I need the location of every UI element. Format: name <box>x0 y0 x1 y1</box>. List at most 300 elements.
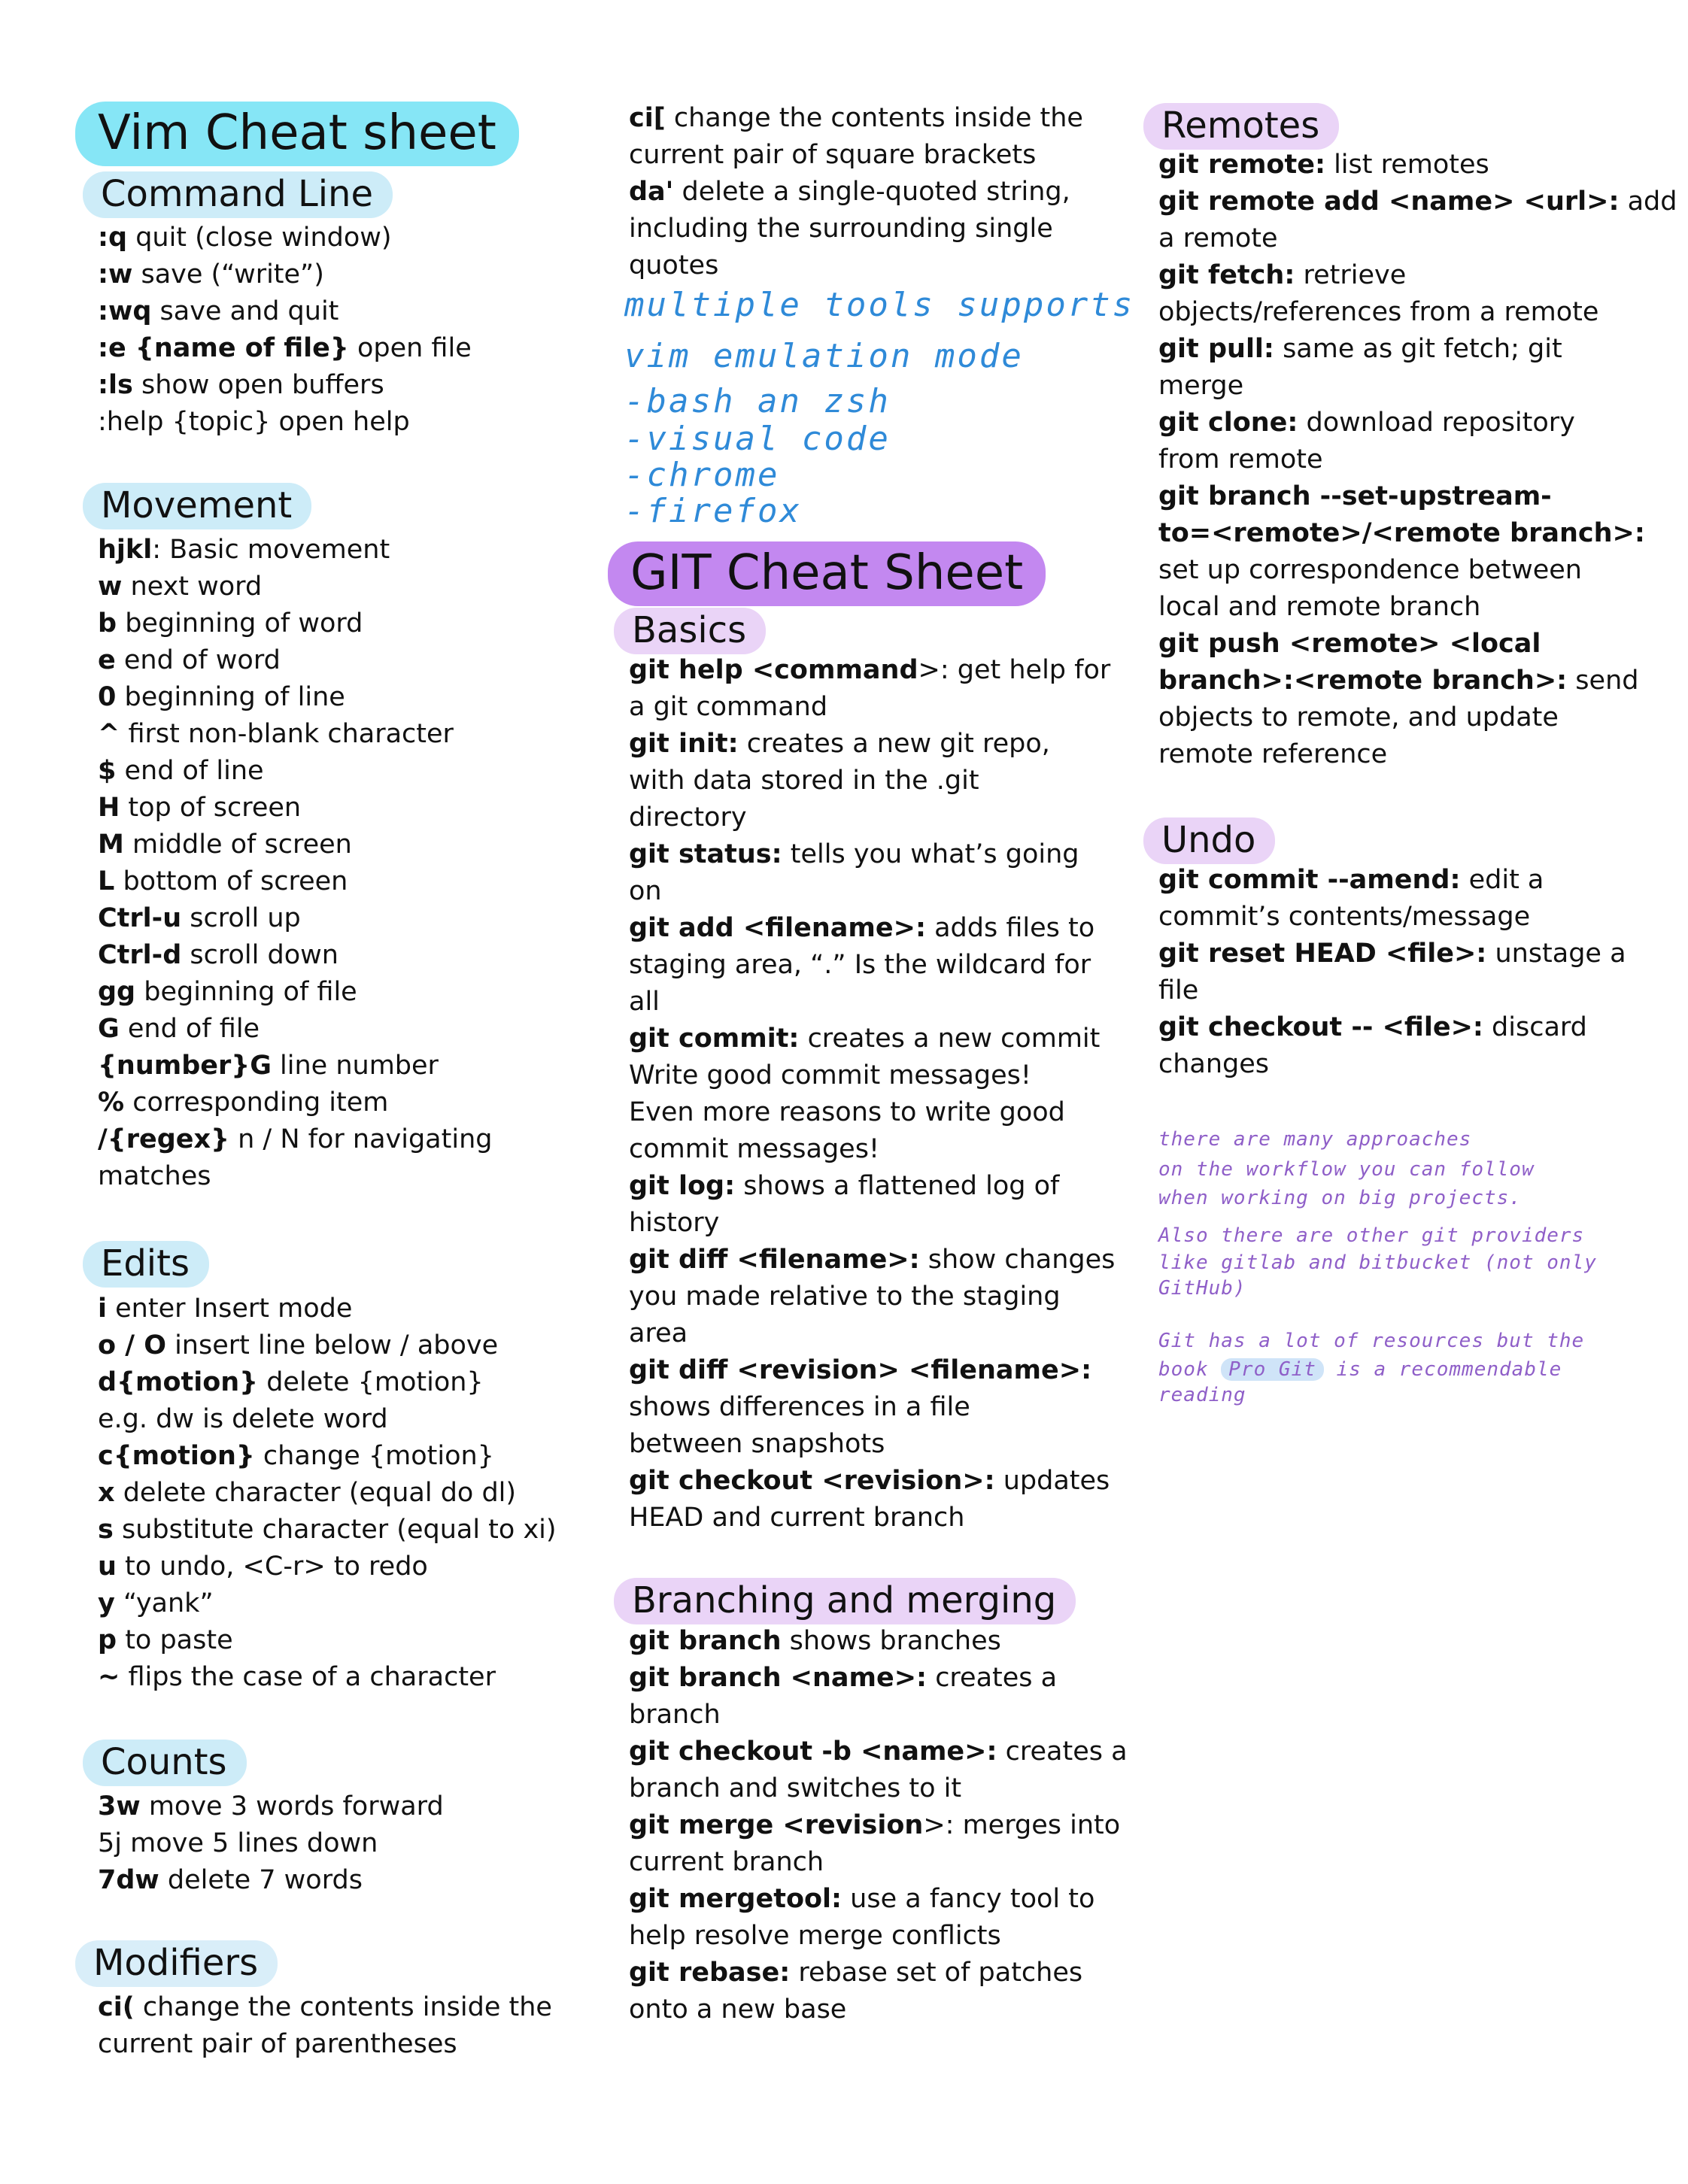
entry-key: git mergetool: <box>629 1884 842 1914</box>
entry-key: 7dw <box>98 1865 159 1895</box>
entry-description: all <box>629 987 660 1017</box>
entry-description: to undo, <C-r> to redo <box>116 1552 428 1582</box>
entry-line <box>629 1918 1128 1955</box>
undo-list <box>1158 862 1626 1083</box>
entry-key: git reset HEAD <file>: <box>1158 939 1487 969</box>
entry-description: including the surrounding single <box>629 214 1053 244</box>
entry-key: /{regex} <box>98 1124 229 1154</box>
entry-key: H <box>98 793 120 823</box>
entry-line <box>1158 736 1677 773</box>
entry-key: git commit: <box>629 1024 800 1054</box>
entry-key: git branch <name>: <box>629 1663 927 1693</box>
entry-description: corresponding item <box>124 1087 389 1118</box>
entry-line <box>98 1989 552 2026</box>
entry-line <box>629 984 1115 1021</box>
entry-line <box>98 863 492 900</box>
entry-key: x <box>98 1478 115 1508</box>
entry-description: >: merges into <box>923 1810 1121 1840</box>
entry-line <box>1158 699 1677 736</box>
entry-description: to paste <box>117 1625 233 1655</box>
entry-description: HEAD and current branch <box>629 1503 965 1533</box>
entry-key: Ctrl-u <box>98 903 182 933</box>
entry-line <box>98 404 472 441</box>
entry-line <box>629 1352 1115 1389</box>
entry-description: commit’s contents/message <box>1158 902 1531 932</box>
entry-description: insert line below / above <box>165 1330 499 1360</box>
entry-line <box>629 211 1083 247</box>
entry-line <box>1158 552 1677 589</box>
entry-line <box>1158 899 1626 936</box>
entry-description: a remote <box>1158 223 1278 253</box>
entry-description: next word <box>122 572 263 602</box>
entry-key: :wq <box>98 296 152 326</box>
resources-note-line-1: Git has a lot of resources but the <box>1158 1330 1585 1352</box>
entry-key: git checkout -b <name>: <box>629 1737 997 1767</box>
entry-description: with data stored in the .git <box>629 766 979 796</box>
entry-line <box>1158 184 1677 220</box>
entry-description: end of line <box>116 756 264 786</box>
entry-description: Write good commit messages! <box>629 1060 1031 1090</box>
remotes-list <box>1158 147 1677 773</box>
entry-description: shows differences in a file <box>629 1392 970 1422</box>
entry-line <box>98 1788 444 1825</box>
entry-description: quit (close window) <box>127 223 392 253</box>
entry-line <box>98 1291 557 1327</box>
entry-line <box>1158 331 1677 368</box>
handwritten-note-line-3: -bash an zsh <box>624 382 891 420</box>
command-line-list <box>98 220 472 441</box>
entry-description: same as git fetch; git <box>1274 334 1562 364</box>
entry-key: 3w <box>98 1791 141 1822</box>
handwritten-note-line-4: -visual code <box>624 420 891 458</box>
entry-line <box>1158 147 1677 184</box>
entry-key: git init: <box>629 729 739 759</box>
entry-description: send <box>1567 666 1639 696</box>
entry-description: “yank” <box>114 1588 214 1618</box>
entry-description: delete 7 words <box>159 1865 363 1895</box>
entry-line <box>629 1844 1128 1881</box>
entry-line <box>98 900 492 937</box>
entry-key: git clone: <box>1158 408 1298 438</box>
entry-description: a git command <box>629 692 828 722</box>
entry-description: delete a single-quoted string, <box>673 177 1070 207</box>
entry-description: adds files to <box>925 913 1095 943</box>
entry-line <box>629 873 1115 910</box>
entry-description: change the contents inside the <box>134 1992 552 2022</box>
entry-key: :q <box>98 223 128 253</box>
entry-key: git push <remote> <local <box>1158 629 1541 659</box>
entry-description: tells you what’s going <box>782 839 1079 869</box>
entry-description: objects to remote, and update <box>1158 702 1559 733</box>
entry-line <box>98 1084 492 1121</box>
entry-description: merge <box>1158 371 1244 401</box>
entry-key: gg <box>98 977 136 1007</box>
entry-description: retrieve <box>1295 260 1407 290</box>
entry-description: directory <box>629 802 747 833</box>
entry-key: git diff <revision> <filename>: <box>629 1355 1092 1385</box>
entry-line <box>98 256 472 293</box>
entry-key: y <box>98 1588 115 1618</box>
entry-key: ~ <box>98 1662 120 1692</box>
entry-line <box>98 330 472 367</box>
entry-description: change {motion} <box>254 1441 494 1471</box>
entry-description: updates <box>994 1466 1110 1496</box>
resources-note-line-3: reading <box>1158 1384 1246 1406</box>
entry-line <box>98 293 472 330</box>
providers-note-line-2: like gitlab and bitbucket (not only <box>1158 1251 1597 1274</box>
entry-key: git remote add <name> <url>: <box>1158 187 1620 217</box>
entry-key: :e {name of file} <box>98 333 349 363</box>
handwritten-note-line-5: -chrome <box>624 456 780 494</box>
entry-line <box>629 726 1115 763</box>
entry-line <box>98 1011 492 1048</box>
vim-title: Vim Cheat sheet <box>75 102 519 166</box>
entry-description: : Basic movement <box>152 535 390 565</box>
entry-key: u <box>98 1552 117 1582</box>
entry-key: hjkl <box>98 535 153 565</box>
entry-key: 0 <box>98 682 117 712</box>
entry-line <box>629 1315 1115 1352</box>
entry-line <box>1158 441 1677 478</box>
branching-heading: Branching and merging <box>614 1578 1076 1624</box>
entry-description: save and quit <box>151 296 339 326</box>
entry-line <box>629 1131 1115 1168</box>
entry-line <box>629 1660 1128 1697</box>
entry-line <box>629 1242 1115 1279</box>
entry-key: s <box>98 1515 114 1545</box>
entry-line <box>98 827 492 863</box>
handwritten-note-line-1: multiple tools supports <box>624 286 1135 324</box>
entry-key: b <box>98 608 117 639</box>
entry-key: d{motion} <box>98 1367 259 1397</box>
branching-list <box>629 1623 1128 2028</box>
entry-description: open file <box>348 333 472 363</box>
entry-key: git fetch: <box>1158 260 1295 290</box>
entry-description: scroll down <box>181 940 339 970</box>
entry-line <box>98 1158 492 1195</box>
entry-line <box>629 910 1115 947</box>
entry-line <box>98 1585 557 1622</box>
entry-description: beginning of line <box>116 682 345 712</box>
entry-line <box>629 1426 1115 1463</box>
entry-line <box>98 367 472 404</box>
entry-description: bottom of screen <box>114 866 348 896</box>
entry-description: local and remote branch <box>1158 592 1481 622</box>
entry-key: ^ <box>98 719 120 749</box>
resources-note-pre: book <box>1158 1358 1222 1381</box>
entry-description: branch and switches to it <box>629 1773 962 1803</box>
entry-line <box>1158 972 1626 1009</box>
basics-list <box>629 652 1115 1536</box>
entry-line <box>1158 220 1677 257</box>
counts-heading: Counts <box>83 1740 247 1786</box>
entry-description: staging area, “.” Is the wildcard for <box>629 950 1091 980</box>
entry-line <box>98 1659 557 1696</box>
entry-line <box>629 1463 1115 1500</box>
entry-key: $ <box>98 756 117 786</box>
entry-line <box>629 1623 1128 1660</box>
entry-description: list remotes <box>1325 150 1489 180</box>
entry-description: creates a <box>997 1737 1128 1767</box>
entry-key: w <box>98 572 123 602</box>
entry-line <box>1158 589 1677 626</box>
entry-description: shows a flattened log of <box>735 1171 1060 1201</box>
movement-heading: Movement <box>83 483 311 529</box>
entry-key: git status: <box>629 839 782 869</box>
entry-line <box>98 569 492 605</box>
entry-line <box>629 947 1115 984</box>
entry-description: top of screen <box>120 793 302 823</box>
entry-description: :help {topic} open help <box>98 407 410 437</box>
entry-description: history <box>629 1208 720 1238</box>
edits-heading: Edits <box>83 1241 209 1288</box>
entry-description: end of word <box>115 645 281 675</box>
entry-description: area <box>629 1318 688 1348</box>
entry-description: edit a <box>1460 865 1544 895</box>
entry-description: between snapshots <box>629 1429 885 1459</box>
entry-line <box>629 799 1115 836</box>
entry-line <box>98 1475 557 1512</box>
entry-line <box>629 247 1083 284</box>
entry-description: scroll up <box>181 903 301 933</box>
entry-description: shows branches <box>781 1626 1001 1656</box>
entry-description: middle of screen <box>123 830 352 860</box>
resources-note-post: is a recommendable <box>1323 1358 1562 1381</box>
entry-line <box>98 1862 444 1899</box>
entry-key: Ctrl-d <box>98 940 182 970</box>
workflow-note-line-2: on the workflow you can follow <box>1158 1158 1535 1181</box>
entry-line <box>629 174 1083 211</box>
workflow-note-line-3: when working on big projects. <box>1158 1187 1522 1209</box>
entry-key: e <box>98 645 116 675</box>
entry-description: current pair of square brackets <box>629 140 1037 170</box>
providers-note-line-1: Also there are other git providers <box>1158 1224 1585 1247</box>
entry-line <box>629 1205 1115 1242</box>
command-line-heading: Command Line <box>83 171 393 218</box>
entry-description: Even more reasons to write good <box>629 1097 1065 1127</box>
entry-line <box>629 763 1115 799</box>
entry-description: changes <box>1158 1049 1270 1079</box>
counts-list <box>98 1788 444 1899</box>
entry-description: e.g. dw is delete word <box>98 1404 388 1434</box>
entry-description: end of file <box>119 1014 260 1044</box>
entry-line <box>1158 257 1677 294</box>
entry-line <box>629 1057 1115 1094</box>
entry-line <box>629 1389 1115 1426</box>
entry-line <box>98 1121 492 1158</box>
entry-description: use a fancy tool to <box>842 1884 1095 1914</box>
entry-line <box>98 642 492 679</box>
entry-key: git remote: <box>1158 150 1325 180</box>
workflow-note-line-1: there are many approaches <box>1158 1128 1472 1151</box>
entry-line <box>98 1401 557 1438</box>
entry-description: delete character (equal do dl) <box>114 1478 517 1508</box>
entry-description: flips the case of a character <box>120 1662 496 1692</box>
entry-line <box>98 1327 557 1364</box>
entry-line <box>629 1094 1115 1131</box>
entry-line <box>1158 626 1677 663</box>
modifiers-heading: Modifiers <box>75 1940 278 1987</box>
entry-line <box>98 220 472 256</box>
entry-description: from remote <box>1158 444 1323 475</box>
entry-line <box>629 1734 1128 1770</box>
entry-description: objects/references from a remote <box>1158 297 1599 327</box>
entry-line <box>1158 478 1677 515</box>
entry-key: to=<remote>/<remote branch>: <box>1158 518 1645 548</box>
entry-description: add <box>1619 187 1677 217</box>
entry-line <box>629 1279 1115 1315</box>
entry-key: :w <box>98 259 133 290</box>
entry-line <box>629 1807 1128 1844</box>
entry-line <box>98 790 492 827</box>
entry-key: G <box>98 1014 120 1044</box>
git-title: GIT Cheat Sheet <box>608 541 1046 606</box>
entry-line <box>1158 1046 1626 1083</box>
entry-line <box>629 1021 1115 1057</box>
entry-line <box>98 1438 557 1475</box>
entry-description: commit messages! <box>629 1134 879 1164</box>
pro-git-highlight: Pro Git <box>1221 1358 1324 1381</box>
entry-line <box>98 974 492 1011</box>
entry-description: onto a new base <box>629 1994 847 2025</box>
handwritten-note-line-6: -firefox <box>624 492 802 530</box>
entry-description: unstage a <box>1486 939 1626 969</box>
movement-list <box>98 532 492 1195</box>
entry-description: show changes <box>919 1245 1116 1275</box>
handwritten-note-line-2: vim emulation mode <box>624 337 1024 375</box>
basics-heading: Basics <box>614 608 766 654</box>
entry-description: set up correspondence between <box>1158 555 1582 585</box>
entry-key: da' <box>629 177 674 207</box>
entry-line <box>98 937 492 974</box>
entry-line <box>98 716 492 753</box>
entry-description: move 3 words forward <box>140 1791 444 1822</box>
entry-description: discard <box>1483 1012 1587 1042</box>
entry-description: current pair of parentheses <box>98 2029 457 2059</box>
entry-key: git pull: <box>1158 334 1274 364</box>
entry-description: file <box>1158 975 1199 1006</box>
entry-key: git rebase: <box>629 1958 791 1988</box>
entry-line <box>629 1991 1128 2028</box>
entry-description: you made relative to the staging <box>629 1282 1061 1312</box>
entry-line <box>98 605 492 642</box>
entry-description: substitute character (equal to xi) <box>113 1515 557 1545</box>
entry-description: 5j move 5 lines down <box>98 1828 378 1858</box>
entry-key: git merge <revision <box>629 1810 924 1840</box>
entry-description: creates a new commit <box>799 1024 1101 1054</box>
entry-description: rebase set of patches <box>790 1958 1083 1988</box>
entry-description: download repository <box>1298 408 1575 438</box>
entry-key: git help <command <box>629 655 918 685</box>
entry-line <box>629 1955 1128 1991</box>
entry-key: git branch <box>629 1626 782 1656</box>
entry-line <box>98 753 492 790</box>
entry-line <box>1158 936 1626 972</box>
entry-key: % <box>98 1087 125 1118</box>
entry-description: first non-blank character <box>120 719 454 749</box>
entry-line <box>629 652 1115 689</box>
entry-description: n / N for navigating <box>229 1124 493 1154</box>
modifiers-list <box>98 1989 552 2063</box>
resources-note-line-2 <box>1158 1358 1562 1381</box>
entry-key: c{motion} <box>98 1441 255 1471</box>
entry-line <box>1158 405 1677 441</box>
entry-line <box>98 1364 557 1401</box>
entry-line <box>629 100 1083 137</box>
entry-key: i <box>98 1294 107 1324</box>
entry-line <box>629 689 1115 726</box>
entry-line <box>629 1881 1128 1918</box>
entry-line <box>1158 1009 1626 1046</box>
entry-line <box>98 532 492 569</box>
entry-line <box>629 1697 1128 1734</box>
entry-line <box>1158 862 1626 899</box>
entry-description: creates a <box>927 1663 1058 1693</box>
entry-line <box>629 1168 1115 1205</box>
entry-line <box>629 836 1115 873</box>
entry-key: git diff <filename>: <box>629 1245 920 1275</box>
entry-line <box>98 1549 557 1585</box>
entry-line <box>1158 294 1677 331</box>
entry-line <box>98 1512 557 1549</box>
entry-key: branch>:<remote branch>: <box>1158 666 1568 696</box>
entry-key: ci( <box>98 1992 135 2022</box>
entry-line <box>1158 663 1677 699</box>
entry-line <box>1158 368 1677 405</box>
providers-note-line-3: GitHub) <box>1158 1277 1246 1300</box>
entry-key: M <box>98 830 124 860</box>
entry-description: beginning of file <box>135 977 357 1007</box>
entry-key: :ls <box>98 370 133 400</box>
entry-key: ci[ <box>629 103 666 133</box>
entry-key: git log: <box>629 1171 736 1201</box>
entry-description: current branch <box>629 1847 824 1877</box>
entry-key: git add <filename>: <box>629 913 926 943</box>
entry-description: line number <box>271 1051 439 1081</box>
entry-line <box>98 679 492 716</box>
entry-description: save (“write”) <box>132 259 324 290</box>
entry-key: git commit --amend: <box>1158 865 1461 895</box>
entry-description: delete {motion} <box>258 1367 484 1397</box>
entry-description: matches <box>98 1161 211 1191</box>
remotes-heading: Remotes <box>1143 103 1339 150</box>
entry-description: help resolve merge conflicts <box>629 1921 1001 1951</box>
modifiers-continued-list <box>629 100 1083 284</box>
entry-line <box>629 137 1083 174</box>
entry-description: remote reference <box>1158 739 1388 769</box>
entry-description: creates a new git repo, <box>738 729 1050 759</box>
entry-description: enter Insert mode <box>107 1294 353 1324</box>
entry-line <box>629 1500 1115 1536</box>
entry-line <box>98 1048 492 1084</box>
entry-line <box>98 1825 444 1862</box>
entry-description: quotes <box>629 250 719 281</box>
entry-description: branch <box>629 1700 721 1730</box>
edits-list <box>98 1291 557 1696</box>
entry-description: show open buffers <box>132 370 384 400</box>
undo-heading: Undo <box>1143 817 1275 864</box>
entry-key: {number}G <box>98 1051 272 1081</box>
entry-line <box>98 2026 552 2063</box>
entry-line <box>629 1770 1128 1807</box>
entry-line <box>1158 515 1677 552</box>
entry-key: o / O <box>98 1330 166 1360</box>
entry-key: git checkout -- <file>: <box>1158 1012 1483 1042</box>
entry-line <box>98 1622 557 1659</box>
entry-description: change the contents inside the <box>665 103 1083 133</box>
entry-key: p <box>98 1625 117 1655</box>
entry-key: git checkout <revision>: <box>629 1466 995 1496</box>
